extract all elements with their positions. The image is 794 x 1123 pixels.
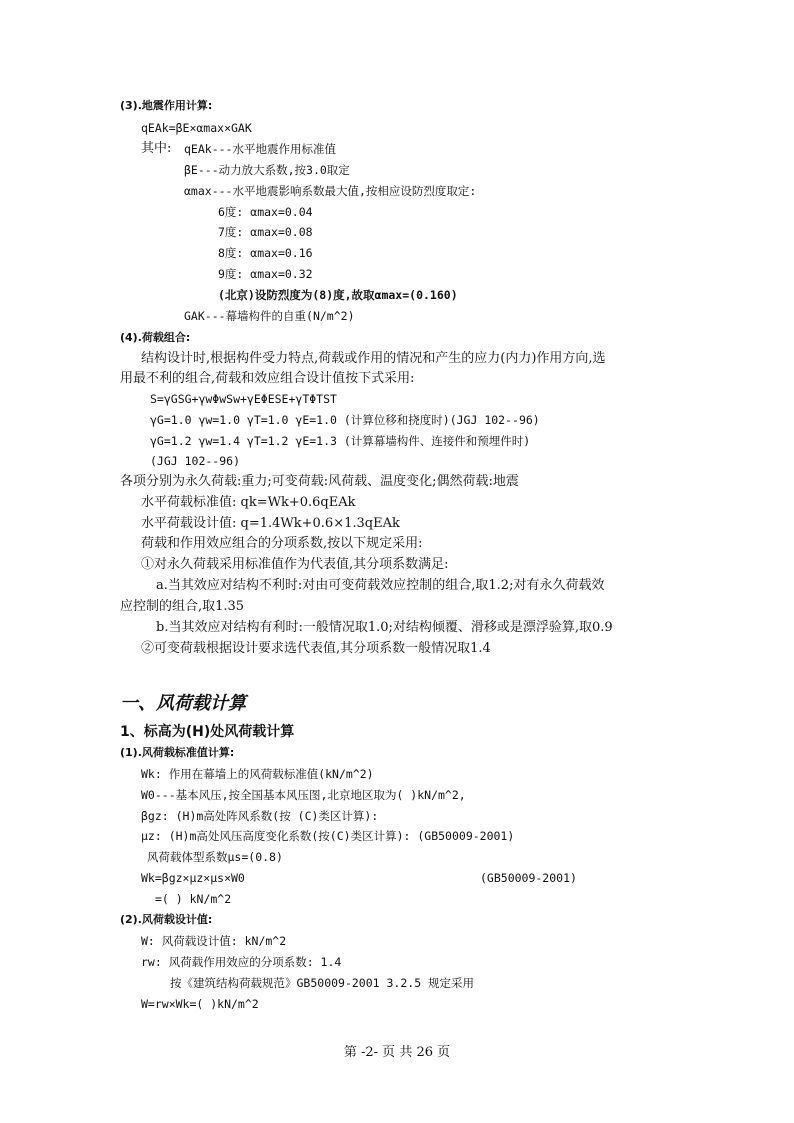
seismic-formula: qEAk=βE×αmax×GAK [141,121,252,135]
section-heading-seismic: (3).地震作用计算: [120,99,213,112]
gak-definition: GAK---幕墙构件的自重(N/m^2) [184,309,355,323]
section-heading-wind-design: (2).风荷载设计值: [120,913,213,926]
degree-8: 8度: αmax=0.16 [218,246,313,260]
uz-definition: μz: (H)m高处风压高度变化系数(按(C)类区计算): (GB50009-2001) [141,829,515,843]
chapter-title-wind: 一、风荷载计算 [120,693,246,714]
wk-definition: Wk: 作用在幕墙上的风荷载标准值(kN/m^2) [141,767,374,781]
rw-definition: rw: 风荷载作用效应的分项系数: 1.4 [141,955,342,969]
degree-9: 9度: αmax=0.32 [218,267,313,281]
alpha-definition: αmax---水平地震影响系数最大值,按相应设防烈度取定: [184,184,477,198]
factor-row-3: (JGJ 102--96) [150,454,241,468]
beta-definition: βE---动力放大系数,按3.0取定 [184,163,350,177]
factor-intro: 荷载和作用效应组合的分项系数,按以下规定采用: [141,536,423,551]
factor-row-2: γG=1.2 γw=1.4 γT=1.2 γE=1.3 (计算幕墙构件、连接件和预埋件时) [150,434,531,448]
section-heading-combo: (4).荷载组合: [120,331,191,344]
w-formula: W=rw×Wk=( )kN/m^2 [141,997,259,1011]
item-2: ②可变荷载根据设计要求选代表值,其分项系数一般情况取1.4 [141,641,491,656]
combo-para-line2: 用最不利的组合,荷载和效应组合设计值按下式采用: [120,371,415,386]
sub-title-wind-height: 1、标高为(H)处风荷载计算 [120,724,295,740]
beijing-setting: (北京)设防烈度为(8)度,故取αmax=(0.160) [218,288,458,302]
page-number: 第 -2- 页 共 26 页 [343,1045,451,1060]
q-formula: 水平荷载设计值: q=1.4Wk+0.6×1.3qEAk [141,516,400,531]
factor-row-1: γG=1.0 γw=1.0 γT=1.0 γE=1.0 (计算位移和挠度时)(JGJ 102--96) [150,413,540,427]
where-label: 其中: [141,141,172,156]
combo-formula: S=γGSG+γwΦwSw+γEΦESE+γTΦTST [150,392,337,406]
wk-result: =( ) kN/m^2 [155,892,232,906]
rw-reference: 按《建筑结构荷载规范》GB50009-2001 3.2.5 规定采用 [170,976,475,990]
item-1: ①对永久荷载采用标准值作为代表值,其分项系数满足: [141,557,449,572]
w-definition: W: 风荷载设计值: kN/m^2 [141,934,287,948]
item-1a-line1: a.当其效应对结构不利时:对由可变荷载效应控制的组合,取1.2;对有永久荷载效 [156,578,605,593]
wk-formula: Wk=βgz×μz×μs×W0 [141,871,245,885]
load-types: 各项分别为永久荷载:重力;可变荷载:风荷载、温度变化;偶然荷载:地震 [120,474,519,489]
bgz-definition: βgz: (H)m高处阵风系数(按 (C)类区计算): [141,809,379,823]
q-definition: qEAk---水平地震作用标准值 [184,142,336,156]
degree-7: 7度: αmax=0.08 [218,225,313,239]
section-heading-wind-std: (1).风荷载标准值计算: [120,746,235,759]
w0-definition: W0---基本风压,按全国基本风压图,北京地区取为( )kN/m^2, [141,788,466,802]
wk-reference: (GB50009-2001) [480,871,577,885]
us-definition: 风荷载体型系数μs=(0.8) [147,850,283,864]
combo-para-line1: 结构设计时,根据构件受力特点,荷载或作用的情况和产生的应力(内力)作用方向,选 [141,351,606,366]
item-1b: b.当其效应对结构有利时:一般情况取1.0;对结构倾覆、滑移或是漂浮验算,取0.9 [156,620,613,635]
degree-6: 6度: αmax=0.04 [218,205,313,219]
item-1a-line2: 应控制的组合,取1.35 [120,599,245,614]
qk-formula: 水平荷载标准值: qk=Wk+0.6qEAk [141,495,356,510]
